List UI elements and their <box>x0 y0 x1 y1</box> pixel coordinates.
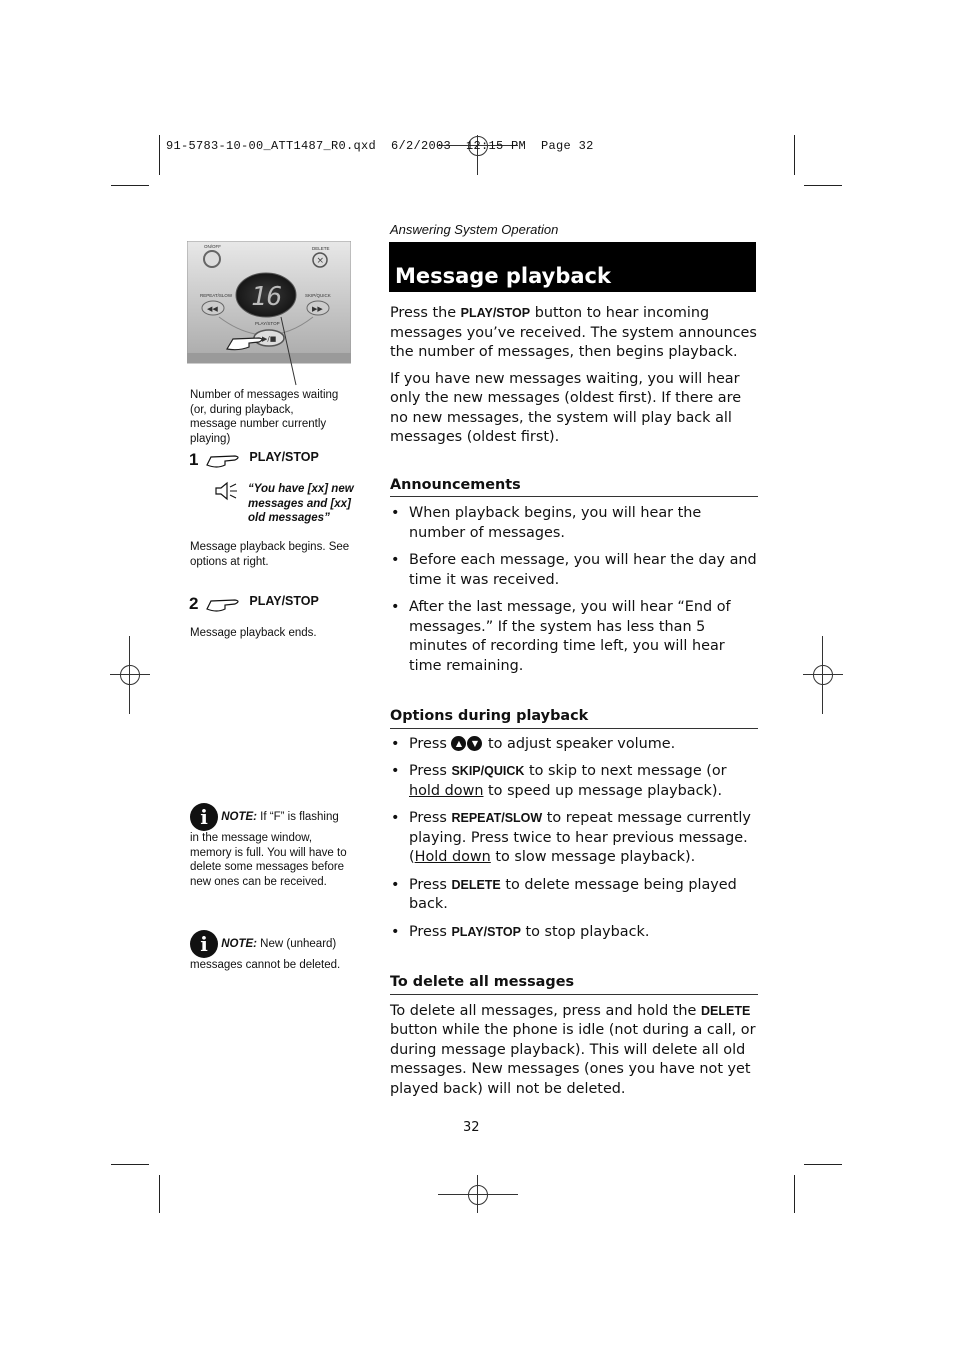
options-heading: Options during playback <box>390 707 758 729</box>
announcements-heading: Announcements <box>390 476 758 498</box>
crop-mark <box>804 185 842 186</box>
note-label: NOTE: <box>221 938 257 951</box>
key-name: PLAY/STOP <box>451 924 521 939</box>
rewind-icon: ◀◀ <box>207 305 218 313</box>
list-item: • Press ▲ ▼ to adjust speaker volume. <box>390 735 758 755</box>
key-name: SKIP/QUICK <box>451 764 525 778</box>
list-item: • Before each message, you will hear the day and time it was received. <box>390 551 758 590</box>
print-header: 91-5783-10-00_ATT1487_R0.qxd 6/2/2003 12:15 PM Page 32 <box>166 139 594 153</box>
registration-mark <box>803 636 843 714</box>
delete-x-icon: × <box>316 256 325 266</box>
press-hand-icon <box>205 595 243 615</box>
step-1-announcement: “You have [xx] new messages and [xx] old messages” <box>248 483 354 524</box>
step-1-description: Message playback begins. See options at right. <box>190 541 350 568</box>
key-name: DELETE <box>700 1003 751 1018</box>
delete-all-heading: To delete all messages <box>390 973 758 995</box>
intro-paragraph-1: Press the PLAY/STOP button to hear incoming messages you’ve received. The system announces the number of messages, then begins playback. <box>390 305 757 360</box>
registration-mark <box>438 1175 518 1213</box>
crop-mark <box>111 1164 149 1165</box>
list-item: • After the last message, you will hear “End of messages.” If the system has less than 5 minutes of recording time left, you will hear time remaining. <box>390 598 758 676</box>
message-count-display: 16 <box>251 282 283 312</box>
onoff-label: ON/OFF <box>204 244 221 249</box>
repeat-label: REPEAT/SLOW <box>200 293 233 298</box>
main-content <box>390 304 758 1106</box>
answering-machine-illustration <box>187 241 351 387</box>
info-icon: i <box>190 803 218 831</box>
note-memory-full <box>190 803 350 889</box>
press-hand-icon <box>205 451 243 471</box>
skip-label: SKIP/QUICK <box>305 293 331 298</box>
page-number: 32 <box>463 1120 480 1135</box>
section-label: Answering System Operation <box>390 222 559 237</box>
note-unheard <box>190 930 350 973</box>
step-number: 1 <box>189 450 199 469</box>
info-icon: i <box>190 930 218 958</box>
step-key-label: PLAY/STOP <box>249 450 319 464</box>
crop-mark <box>794 1175 795 1213</box>
note-text: If “F” is flashing in the message window, memory is full. You will have to delete some messages before new ones can be received. <box>190 811 347 888</box>
list-item: • Press PLAY/STOP to stop playback. <box>390 923 758 943</box>
step-key-label: PLAY/STOP <box>249 594 319 608</box>
delete-all-paragraph: To delete all messages, press and hold the DELETE button while the phone is idle (not during a call, or during message playback). This will delete all old messages. New messages (ones you have not yet played back) will not be deleted. <box>390 1002 756 1097</box>
note-text: New (unheard) messages cannot be deleted. <box>190 938 341 971</box>
step-1 <box>189 450 364 471</box>
step-2 <box>189 594 364 615</box>
registration-mark <box>110 636 150 714</box>
page-title: Message playback <box>389 242 756 292</box>
play-stop-icon: ▶/■ <box>262 335 277 343</box>
crop-mark <box>804 1164 842 1165</box>
onoff-button <box>204 251 220 267</box>
step-2-description: Message playback ends. <box>190 627 317 639</box>
crop-mark <box>159 1175 160 1213</box>
crop-mark <box>159 135 160 175</box>
volume-up-icon: ▲ <box>451 736 466 751</box>
note-label: NOTE: <box>221 811 257 824</box>
volume-down-icon: ▼ <box>467 736 482 751</box>
list-item: • When playback begins, you will hear the number of messages. <box>390 504 758 543</box>
list-item: • Press REPEAT/SLOW to repeat message currently playing. Press twice to hear previous message. (Hold down to slow message playback). <box>390 809 758 868</box>
announcements-list <box>390 504 758 676</box>
options-list <box>390 735 758 943</box>
step-number: 2 <box>189 594 199 613</box>
forward-icon: ▶▶ <box>312 305 323 313</box>
key-name: REPEAT/SLOW <box>451 811 543 825</box>
crop-mark <box>111 185 149 186</box>
delete-label: DELETE <box>312 246 330 251</box>
crop-mark <box>794 135 795 175</box>
intro-paragraph-2: If you have new messages waiting, you will hear only the new messages (oldest first). If there are no new messages, the system will play back all messages (oldest first). <box>390 370 742 445</box>
list-item: • Press SKIP/QUICK to skip to next message (or hold down to speed up message playback). <box>390 762 758 801</box>
list-item: • Press DELETE to delete message being played back. <box>390 876 758 915</box>
play-label: PLAY/STOP <box>255 321 280 326</box>
display-caption: Number of messages waiting (or, during playback, message number currently playing) <box>190 389 339 445</box>
key-name: PLAY/STOP <box>460 306 531 320</box>
speaker-icon <box>214 481 240 501</box>
key-name: DELETE <box>451 877 501 892</box>
